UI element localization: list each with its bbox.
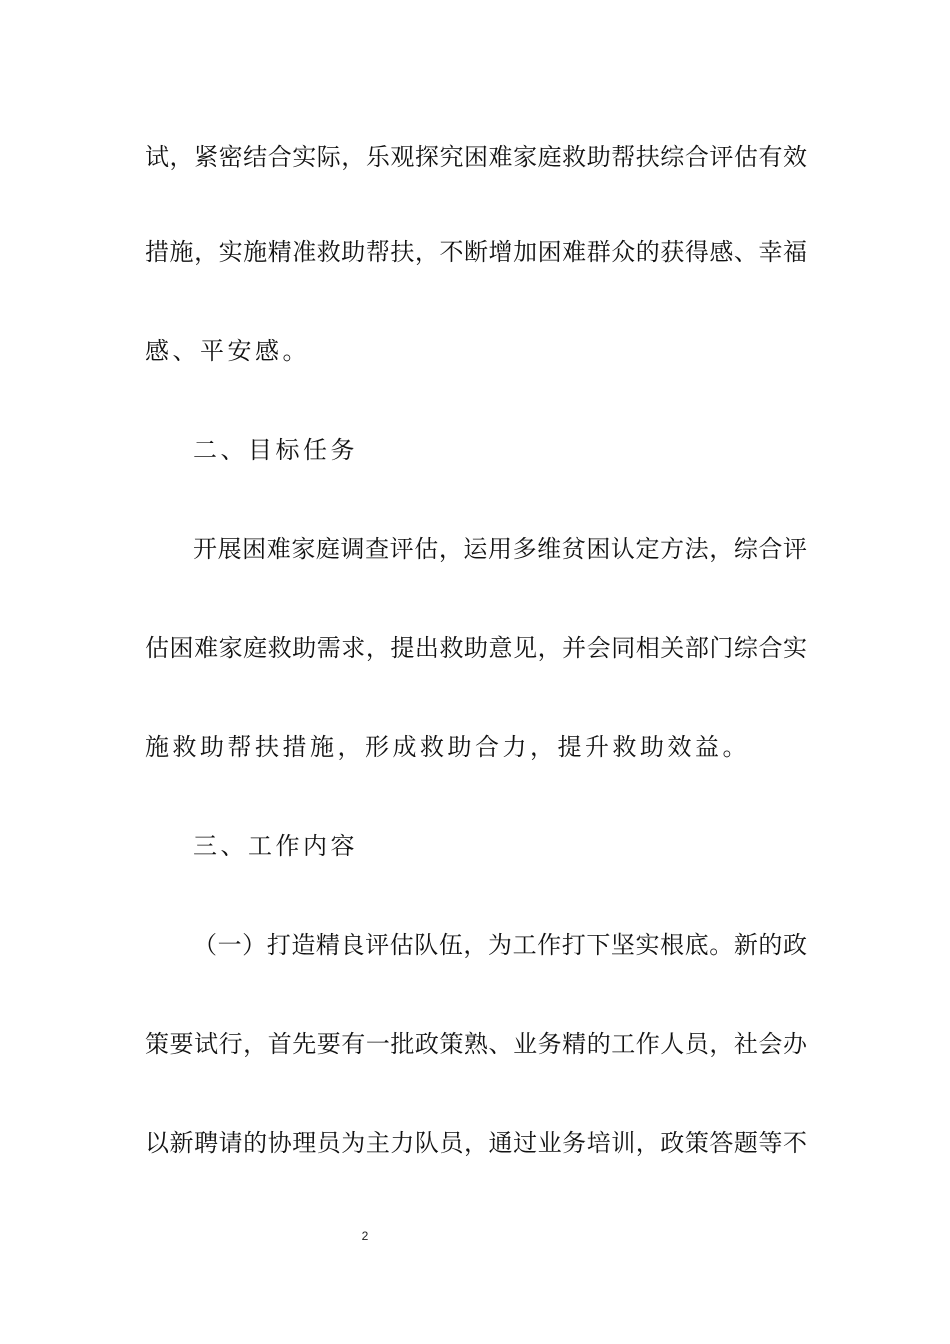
page-number: 2 [361,1229,369,1243]
body-text-line: 策要试行，首先要有一批政策熟、业务精的工作人员，社会办 [145,1030,807,1058]
body-text-line: （一）打造精良评估队伍，为工作打下坚实根底。新的政 [193,931,807,959]
body-text-line: 施救助帮扶措施，形成救助合力，提升救助效益。 [145,733,750,761]
body-text-line: 以新聘请的协理员为主力队员，通过业务培训，政策答题等不 [145,1129,807,1157]
body-text-line: 感、平安感。 [145,337,310,365]
body-text-line: 估困难家庭救助需求，提出救助意见，并会同相关部门综合实 [145,634,807,662]
section-heading-work-content: 三、工作内容 [193,832,358,860]
body-text-line: 开展困难家庭调查评估，运用多维贫困认定方法，综合评 [193,535,807,563]
body-text-line: 措施，实施精准救助帮扶，不断增加困难群众的获得感、幸福 [145,238,807,266]
section-heading-goals: 二、目标任务 [193,436,358,464]
body-text-line: 试，紧密结合实际，乐观探究困难家庭救助帮扶综合评估有效 [145,143,807,171]
